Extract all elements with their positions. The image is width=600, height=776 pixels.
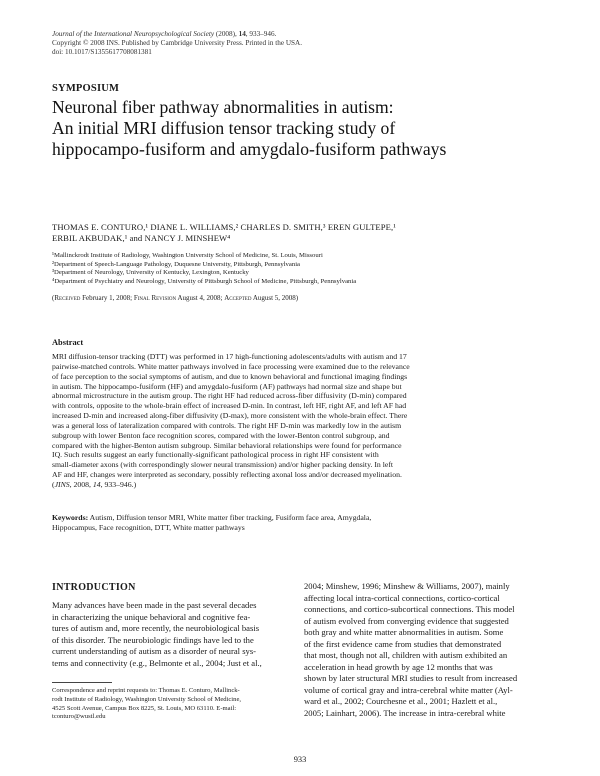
copyright-line: Copyright © 2008 INS. Published by Cambridge University Press. Printed in the USA. <box>52 39 303 47</box>
body-line: tures of autism and, more recently, the neurobiological basis <box>52 623 260 633</box>
abstract-line: pairwise-matched controls. White matter pathways involved in face processing were examined due to the relevance <box>52 361 410 371</box>
abstract-body <box>52 352 552 490</box>
body-line: of autism evolved from converging evidence that suggested <box>304 615 509 626</box>
abstract-heading: Abstract <box>52 338 84 347</box>
received-dates: (Received February 1, 2008; Final Revision August 4, 2008; Accepted August 5, 2008) <box>52 294 299 302</box>
abstract-line: with controls, opposite to the whole-brain effect of increased D-min. In contrast, left HF, right AF, and left AF had <box>52 401 407 411</box>
page-number: 933 <box>293 755 307 764</box>
body-line: tems and connectivity (e.g., Belmonte et al., 2004; Just et al., <box>52 657 262 668</box>
affiliations <box>52 252 552 286</box>
title-line: Neuronal fiber pathway abnormalities in autism: <box>52 97 394 117</box>
footnote-divider <box>52 682 112 683</box>
abstract-line: subgroup with lower Benton face recognition scores, compared with the lower-Benton control subgroup, and <box>52 430 390 440</box>
abstract-line: in autism. The hippocampo-fusiform (HF) and amygdalo-fusiform (AF) pathways had normal size and shape but <box>52 381 402 391</box>
abstract-line: was a general loss of lateralization compared with controls. The right HF D-min was markedly low in the autism <box>52 420 402 430</box>
body-line: ward et al., 2002; Courchesne et al., 2001; Hazlett et al., <box>304 696 498 706</box>
affiliation-item: ³Department of Neurology, University of Kentucky, Lexington, Kentucky <box>52 269 249 277</box>
abstract-line: of face perception to the social symptoms of autism, and due to known behavioral and functional imaging findings <box>52 371 408 381</box>
author-list <box>52 222 552 243</box>
abstract-line: increased D-min and increased along-fiber diffusivity (D-max), more consistent with the whole-brain effect. There <box>52 411 408 421</box>
abstract-line: AF and HF, changes were interpreted as secondary, possibly reflecting axonal loss and/or decreased myelination. <box>52 470 402 480</box>
body-line: of the first evidence came from studies that demonstrated <box>304 638 502 649</box>
body-line: connections, and cortico-subcortical connections. This model <box>304 604 515 614</box>
keywords-line: Keywords: Autism, Diffusion tensor MRI, White matter fiber tracking, Fusiform face area, Amygdala, <box>52 513 372 522</box>
body-line: in characterizing the unique behavioral and cognitive fea- <box>52 611 251 622</box>
abstract-line: compared with the higher-Benton autism subgroup. Similar behavioral relationships were found for performance <box>52 440 402 450</box>
title-line: hippocampo-fusiform and amygdalo-fusiform pathways <box>52 139 447 159</box>
body-line: 2005; Lainhart, 2006). The increase in intra-cerebral white <box>304 707 506 718</box>
body-line: current understanding of autism as a disorder of neural sys- <box>52 646 257 656</box>
right-column-text <box>304 581 548 719</box>
abstract-line: small-diameter axons (with correspondingly slower neural transmission) and/or higher packing density. In left <box>52 460 394 470</box>
footnote-line: tconturo@wustl.edu <box>52 713 106 721</box>
introduction-heading: INTRODUCTION <box>52 582 136 593</box>
abstract-line: abnormal microstructure in the autism group. The right HF had reduced across-fiber diffusivity (D-min) compared <box>52 391 407 401</box>
affiliation-item: ²Department of Speech-Language Pathology, Duquesne University, Pittsburgh, Pennsylvania <box>52 260 301 268</box>
section-label: SYMPOSIUM <box>52 83 120 94</box>
received-label: Received <box>54 294 81 302</box>
author-line: THOMAS E. CONTURO,¹ DIANE L. WILLIAMS,² CHARLES D. SMITH,³ EREN GULTEPE,¹ <box>52 222 396 232</box>
affiliation-item: ⁴Department of Psychiatry and Neurology, University of Pittsburgh School of Medicine, Pittsburgh, Pennsylvania <box>52 277 357 285</box>
body-line: Many advances have been made in the past several decades <box>52 600 257 610</box>
journal-name: Journal of the International Neuropsychological Society <box>52 30 215 38</box>
journal-volume: 14 <box>238 30 246 38</box>
journal-citation: Journal of the International Neuropsychological Society (2008), 14, 933–946. <box>52 30 277 38</box>
body-line: acceleration in head growth by age 12 months that was <box>304 661 493 672</box>
accepted-label: Accepted <box>224 294 252 302</box>
footnote-line: 4525 Scott Avenue, Campus Box 8225, St. Louis, MO 63110. E-mail: <box>52 704 237 712</box>
body-line: both gray and white matter abnormalities in autism. Some <box>304 627 504 637</box>
keywords-line: Hippocampus, Face recognition, DTT, White matter pathways <box>52 522 245 532</box>
revision-label: Final Revision <box>133 294 177 302</box>
abstract-citation: (JINS, 2008, 14, 933–946.) <box>52 479 137 489</box>
abstract-line: MRI diffusion-tensor tracking (DTT) was performed in 17 high-functioning adolescents/adults with autism and 17 <box>52 352 407 361</box>
affiliation-item: ¹Mallinckrodt Institute of Radiology, Washington University School of Medicine, St. Louis, Missouri <box>52 252 323 259</box>
body-line: shown by later structural MRI studies to result from increased <box>304 673 518 683</box>
author-line: ERBIL AKBUDAK,¹ and NANCY J. MINSHEW⁴ <box>52 232 231 243</box>
body-line: that most, though not all, children with autism exhibited an <box>304 650 508 660</box>
body-line: volume of cortical gray and intra-cerebral white matter (Ayl- <box>304 684 513 695</box>
title-line: An initial MRI diffusion tensor tracking study of <box>52 118 396 138</box>
keywords-label: Keywords: <box>52 513 89 522</box>
doi-line: doi: 10.1017/S1355617708081381 <box>52 48 152 56</box>
body-line: of this disorder. The neurobiologic findings have led to the <box>52 634 254 645</box>
correspondence-footnote <box>52 687 292 722</box>
body-line: 2004; Minshew, 1996; Minshew & Williams, 2007), mainly <box>304 581 510 591</box>
left-column-text <box>52 600 290 669</box>
journal-header <box>52 30 552 57</box>
footnote-line: Correspondence and reprint requests to: Thomas E. Conturo, Mallinck- <box>52 687 240 694</box>
footnote-line: rodt Institute of Radiology, Washington University School of Medicine, <box>52 695 242 703</box>
body-line: affecting local intra-cortical connections, cortico-cortical <box>304 592 500 603</box>
abstract-line: IQ. Such results suggest an early functionally-significant pathological process in right HF consistent with <box>52 450 379 460</box>
keywords <box>52 513 552 533</box>
article-title <box>52 97 552 160</box>
